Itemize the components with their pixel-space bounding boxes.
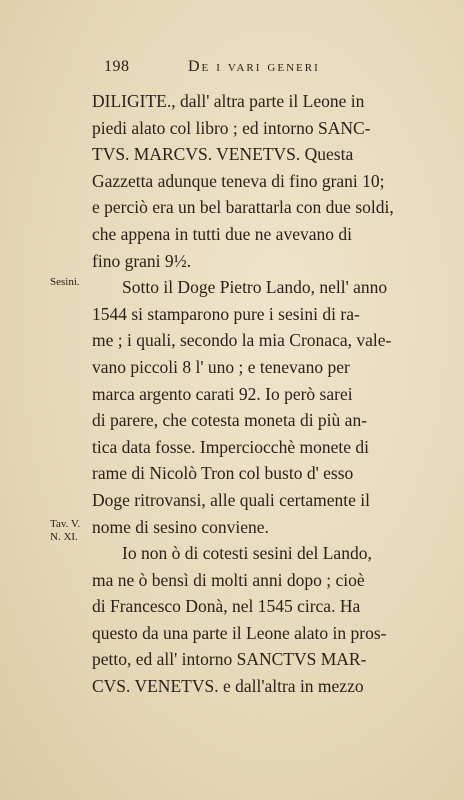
running-title: De i vari generi bbox=[188, 58, 320, 75]
page-number: 198 bbox=[104, 58, 130, 75]
text-line: Io non ò di cotesti sesini del Lando, bbox=[122, 543, 372, 564]
text-line: di parere, che cotesta moneta di più an- bbox=[92, 410, 368, 431]
text-line: che appena in tutti due ne avevano di bbox=[92, 223, 352, 244]
text-line: rame di Nicolò Tron col busto d' esso bbox=[92, 463, 354, 484]
body-text bbox=[92, 88, 432, 700]
text-line: fino grani 9½. bbox=[92, 250, 192, 271]
text-line: 1544 si stamparono pure i sesini di ra- bbox=[92, 303, 360, 324]
text-line: Sotto il Doge Pietro Lando, nell' anno bbox=[122, 277, 388, 298]
text-line: piedi alato col libro ; ed intorno SANC- bbox=[92, 117, 371, 138]
text-line: marca argento carati 92. Io però sarei bbox=[92, 383, 353, 404]
text-line: di Francesco Donà, nel 1545 circa. Ha bbox=[92, 596, 361, 617]
text-line: TVS. MARCVS. VENETVS. Questa bbox=[92, 144, 354, 165]
text-line: tica data fosse. Imperciocchè monete di bbox=[92, 436, 369, 457]
margin-note-sesini: Sesini. bbox=[50, 276, 80, 288]
text-line: DILIGITE., dall' altra parte il Leone in bbox=[92, 91, 365, 111]
text-line: CVS. VENETVS. e dall'altra in mezzo bbox=[92, 676, 364, 697]
margin-note-plate: N. XI. bbox=[50, 531, 78, 543]
text-line: questo da una parte il Leone alato in pros- bbox=[92, 622, 387, 643]
text-line: Doge ritrovansi, alle quali certamente il bbox=[92, 489, 370, 510]
page-header bbox=[104, 58, 404, 78]
text-line: vano piccoli 8 l' uno ; e tenevano per bbox=[92, 356, 350, 377]
margin-note-tav: Tav. V. bbox=[50, 518, 81, 530]
text-line: nome di sesino conviene. bbox=[92, 516, 269, 537]
text-line: me ; i quali, secondo la mia Cronaca, vale- bbox=[92, 330, 392, 351]
text-line: Gazzetta adunque teneva di fino grani 10; bbox=[92, 170, 385, 191]
text-line: ma ne ò bensì di molti anni dopo ; cioè bbox=[92, 569, 365, 590]
text-line: petto, ed all' intorno SANCTVS MAR- bbox=[92, 649, 367, 670]
text-line: e perciò era un bel barattarla con due soldi, bbox=[92, 197, 394, 218]
